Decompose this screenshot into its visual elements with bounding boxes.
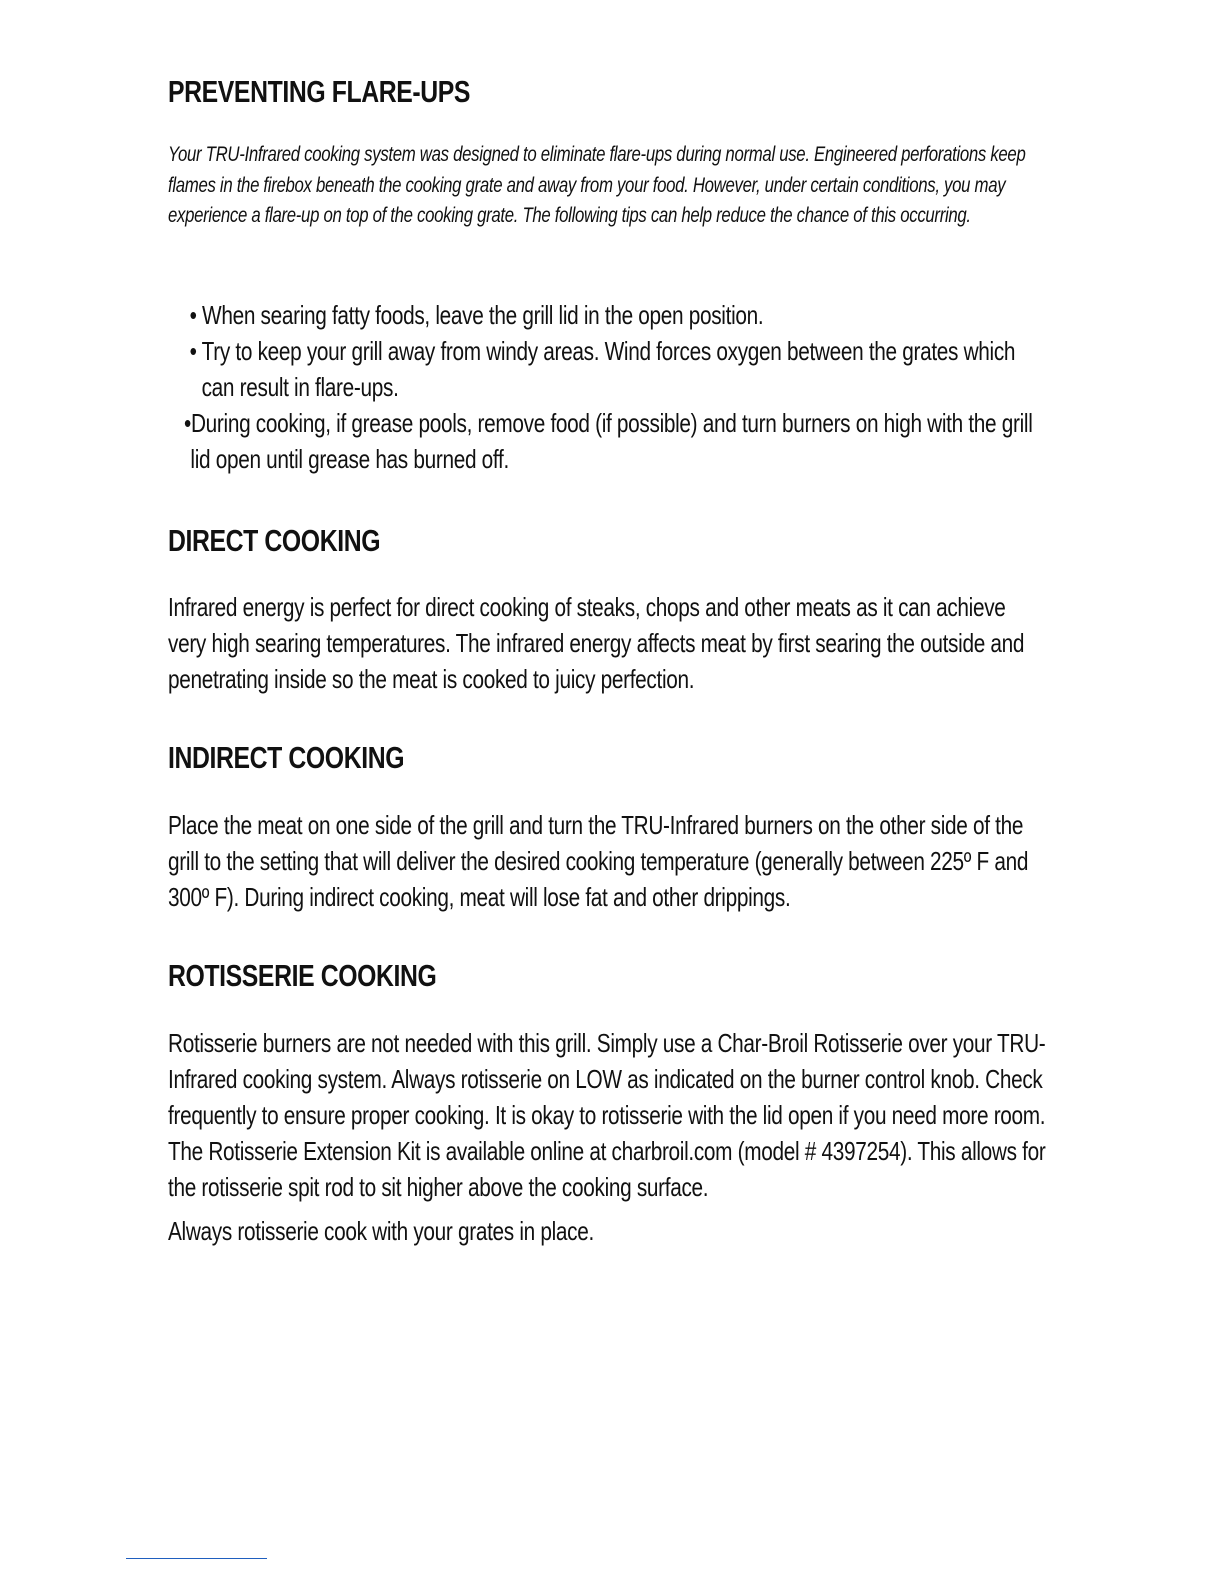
manual-page [168, 70, 1048, 1249]
list-item: •During cooking, if grease pools, remove food (if possible) and turn burners on high with the grill lid open until grease has burned off. [184, 408, 1033, 474]
list-item: • Try to keep your grill away from windy areas. Wind forces oxygen between the grates which can result in flare-ups. [189, 336, 1016, 402]
rotisserie-cooking-text: Rotisserie burners are not needed with this grill. Simply use a Char-Broil Rotisserie over your TRU-Infrared cooking system. Always rotisserie on LOW as indicated on the burner control knob. Check frequently to ensure proper cooking. It is okay to rotisserie with the lid open if you need more room. The Rotisserie Extension Kit is available online at charbroil.com (model # 4397254). This allows for the rotisserie spit rod to sit higher above the cooking surface. [168, 1028, 1046, 1202]
footer-rule [126, 1558, 267, 1559]
heading-direct-cooking: DIRECT COOKING [168, 523, 381, 558]
heading-indirect-cooking: INDIRECT COOKING [168, 740, 405, 775]
direct-cooking-text: Infrared energy is perfect for direct cooking of steaks, chops and other meats as it can achieve very high searing temperatures. The infrared energy affects meat by first searing the outside and penetrating inside so the meat is cooked to juicy perfection. [168, 592, 1025, 694]
heading-rotisserie-cooking: ROTISSERIE COOKING [168, 958, 437, 993]
flare-ups-intro: Your TRU-Infrared cooking system was designed to eliminate flare-ups during normal use. Engineered perforations keep flames in the firebox beneath the cooking grate and away from your food. However, under certain conditions, you may experience a flare-up on top of the cooking grate. The following tips can help reduce the chance of this occurring. [168, 143, 1026, 227]
section-direct-cooking [168, 519, 1048, 697]
section-rotisserie-cooking [168, 954, 1048, 1249]
section-indirect-cooking [168, 736, 1048, 915]
rotisserie-grates-note: Always rotisserie cook with your grates in place. [168, 1216, 594, 1246]
indirect-cooking-text: Place the meat on one side of the grill and turn the TRU-Infrared burners on the other side of the grill to the setting that will deliver the desired cooking temperature (generally between 225º F and 300º F). During indirect cooking, meat will lose fat and other drippings. [168, 810, 1029, 912]
list-item: • When searing fatty foods, leave the grill lid in the open position. [189, 300, 764, 330]
flare-ups-tips-list [168, 297, 1048, 475]
heading-preventing-flare-ups: PREVENTING FLARE-UPS [168, 74, 471, 109]
section-preventing-flare-ups [168, 70, 1048, 475]
